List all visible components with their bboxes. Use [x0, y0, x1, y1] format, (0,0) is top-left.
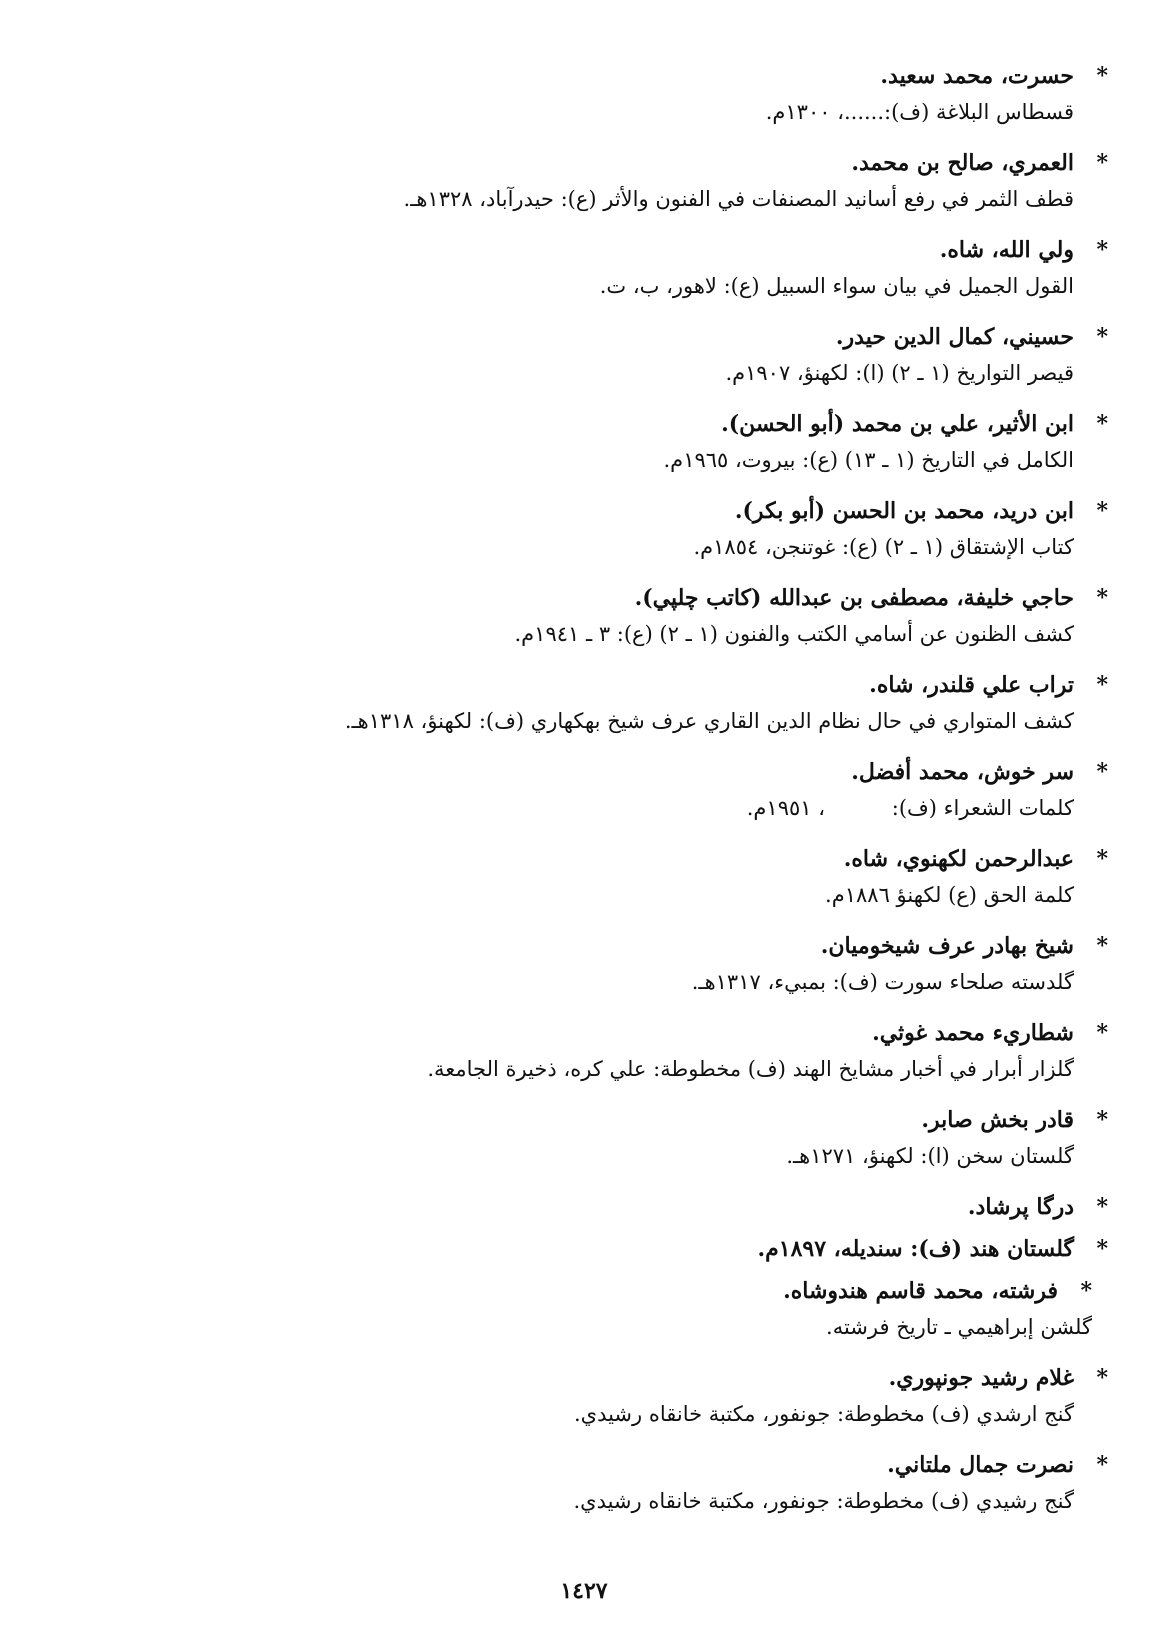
bibliography-entry [60, 1189, 1108, 1225]
asterisk-marker: * [1096, 1194, 1108, 1220]
author-name: العمري، صالح بن محمد. [851, 150, 1074, 176]
author-name: غلام رشيد جونپوري. [888, 1365, 1074, 1391]
work-citation: القول الجميل في بيان سواء السبيل (ع): لاهور، ب، ت. [599, 274, 1074, 298]
asterisk-marker: * [1080, 1278, 1092, 1304]
work-citation: گلدسته صلحاء سورت (ف): بمبيء، ١٣١٧هـ. [691, 970, 1074, 994]
asterisk-marker: * [1096, 846, 1108, 872]
bibliography-entry [60, 232, 1108, 304]
asterisk-marker: * [1096, 1107, 1108, 1133]
work-citation: گنج ارشدي (ف) مخطوطة: جونفور، مكتبة خانقاه رشيدي. [573, 1402, 1074, 1426]
work-citation: كلمات الشعراء (ف): ، ١٩٥١م. [746, 796, 1074, 820]
work-citation: گلزار أبرار في أخبار مشايخ الهند (ف) مخطوطة: علي كره، ذخيرة الجامعة. [427, 1057, 1074, 1081]
asterisk-marker: * [1096, 759, 1108, 785]
bibliography-entry [60, 1231, 1108, 1267]
work-citation: گلستان سخن (ا): لكهنؤ، ١٢٧١هـ. [786, 1144, 1074, 1168]
bibliography-entry [60, 1102, 1108, 1174]
asterisk-marker: * [1096, 237, 1108, 263]
asterisk-marker: * [1096, 324, 1108, 350]
asterisk-marker: * [1096, 585, 1108, 611]
author-name: حسيني، كمال الدين حيدر. [835, 324, 1074, 350]
asterisk-marker: * [1096, 63, 1108, 89]
bibliography-entry [60, 580, 1108, 652]
work-citation: گلشن إبراهيمي ـ تاريخ فرشته. [826, 1315, 1092, 1339]
author-name: عبدالرحمن لكهنوي، شاه. [843, 846, 1074, 872]
asterisk-marker: * [1096, 1020, 1108, 1046]
author-name: ابن الأثير، علي بن محمد (أبو الحسن). [721, 411, 1074, 437]
author-name: درگا پرشاد. [967, 1194, 1074, 1220]
author-name: سر خوش، محمد أفضل. [851, 759, 1074, 785]
author-name: فرشته، محمد قاسم هندوشاه. [783, 1278, 1058, 1304]
asterisk-marker: * [1096, 1236, 1108, 1262]
asterisk-marker: * [1096, 933, 1108, 959]
work-citation: قطف الثمر في رفع أسانيد المصنفات في الفنون والأثر (ع): حيدرآباد، ١٣٢٨هـ. [403, 187, 1074, 211]
author-name: شطاريء محمد غوثي. [872, 1020, 1074, 1046]
page-number: ١٤٢٧ [560, 1578, 608, 1604]
bibliography-entry [60, 406, 1108, 478]
work-citation: كشف الظنون عن أسامي الكتب والفنون (١ ـ ٢) (ع): ٣ ـ ١٩٤١م. [514, 622, 1074, 646]
work-citation: گنج رشيدي (ف) مخطوطة: جونفور، مكتبة خانقاه رشيدي. [573, 1489, 1074, 1513]
asterisk-marker: * [1096, 672, 1108, 698]
author-name: حسرت، محمد سعيد. [880, 63, 1074, 89]
author-name: تراب علي قلندر، شاه. [869, 672, 1074, 698]
author-name: ابن دريد، محمد بن الحسن (أبو بكر). [734, 498, 1074, 524]
work-citation: كلمة الحق (ع) لكهنؤ ١٨٨٦م. [825, 883, 1074, 907]
asterisk-marker: * [1096, 411, 1108, 437]
author-name: شيخ بهادر عرف شيخوميان. [820, 933, 1074, 959]
work-citation: قيصر التواريخ (١ ـ ٢) (ا): لكهنؤ، ١٩٠٧م. [725, 361, 1074, 385]
bibliography-entry [60, 145, 1108, 217]
bibliography-entry [60, 928, 1108, 1000]
work-citation: قسطاس البلاغة (ف):......، ١٣٠٠م. [765, 100, 1074, 124]
bibliography-entry [60, 319, 1108, 391]
author-name: حاجي خليفة، مصطفى بن عبدالله (كاتب چلپي). [634, 585, 1074, 611]
bibliography-entry [60, 841, 1108, 913]
asterisk-marker: * [1096, 498, 1108, 524]
bibliography-entry [60, 1273, 1108, 1345]
bibliography-list [60, 58, 1108, 1534]
work-citation: الكامل في التاريخ (١ ـ ١٣) (ع): بيروت، ١٩٦٥م. [663, 448, 1074, 472]
author-name: ولي الله، شاه. [939, 237, 1074, 263]
author-name: قادر بخش صابر. [921, 1107, 1074, 1133]
author-name: گلستان هند (ف): سنديله، ١٨٩٧م. [757, 1236, 1074, 1262]
work-citation: كشف المتواري في حال نظام الدين القاري عرف شيخ بهكهاري (ف): لكهنؤ، ١٣١٨هـ. [344, 709, 1074, 733]
bibliography-entry [60, 493, 1108, 565]
asterisk-marker: * [1096, 150, 1108, 176]
work-citation: كتاب الإشتقاق (١ ـ ٢) (ع): غوتنجن، ١٨٥٤م. [693, 535, 1074, 559]
author-name: نصرت جمال ملتاني. [887, 1452, 1074, 1478]
bibliography-entry [60, 754, 1108, 826]
asterisk-marker: * [1096, 1365, 1108, 1391]
bibliography-entry [60, 1447, 1108, 1519]
bibliography-entry [60, 58, 1108, 130]
bibliography-entry [60, 1015, 1108, 1087]
bibliography-entry [60, 667, 1108, 739]
bibliography-entry [60, 1360, 1108, 1432]
asterisk-marker: * [1096, 1452, 1108, 1478]
